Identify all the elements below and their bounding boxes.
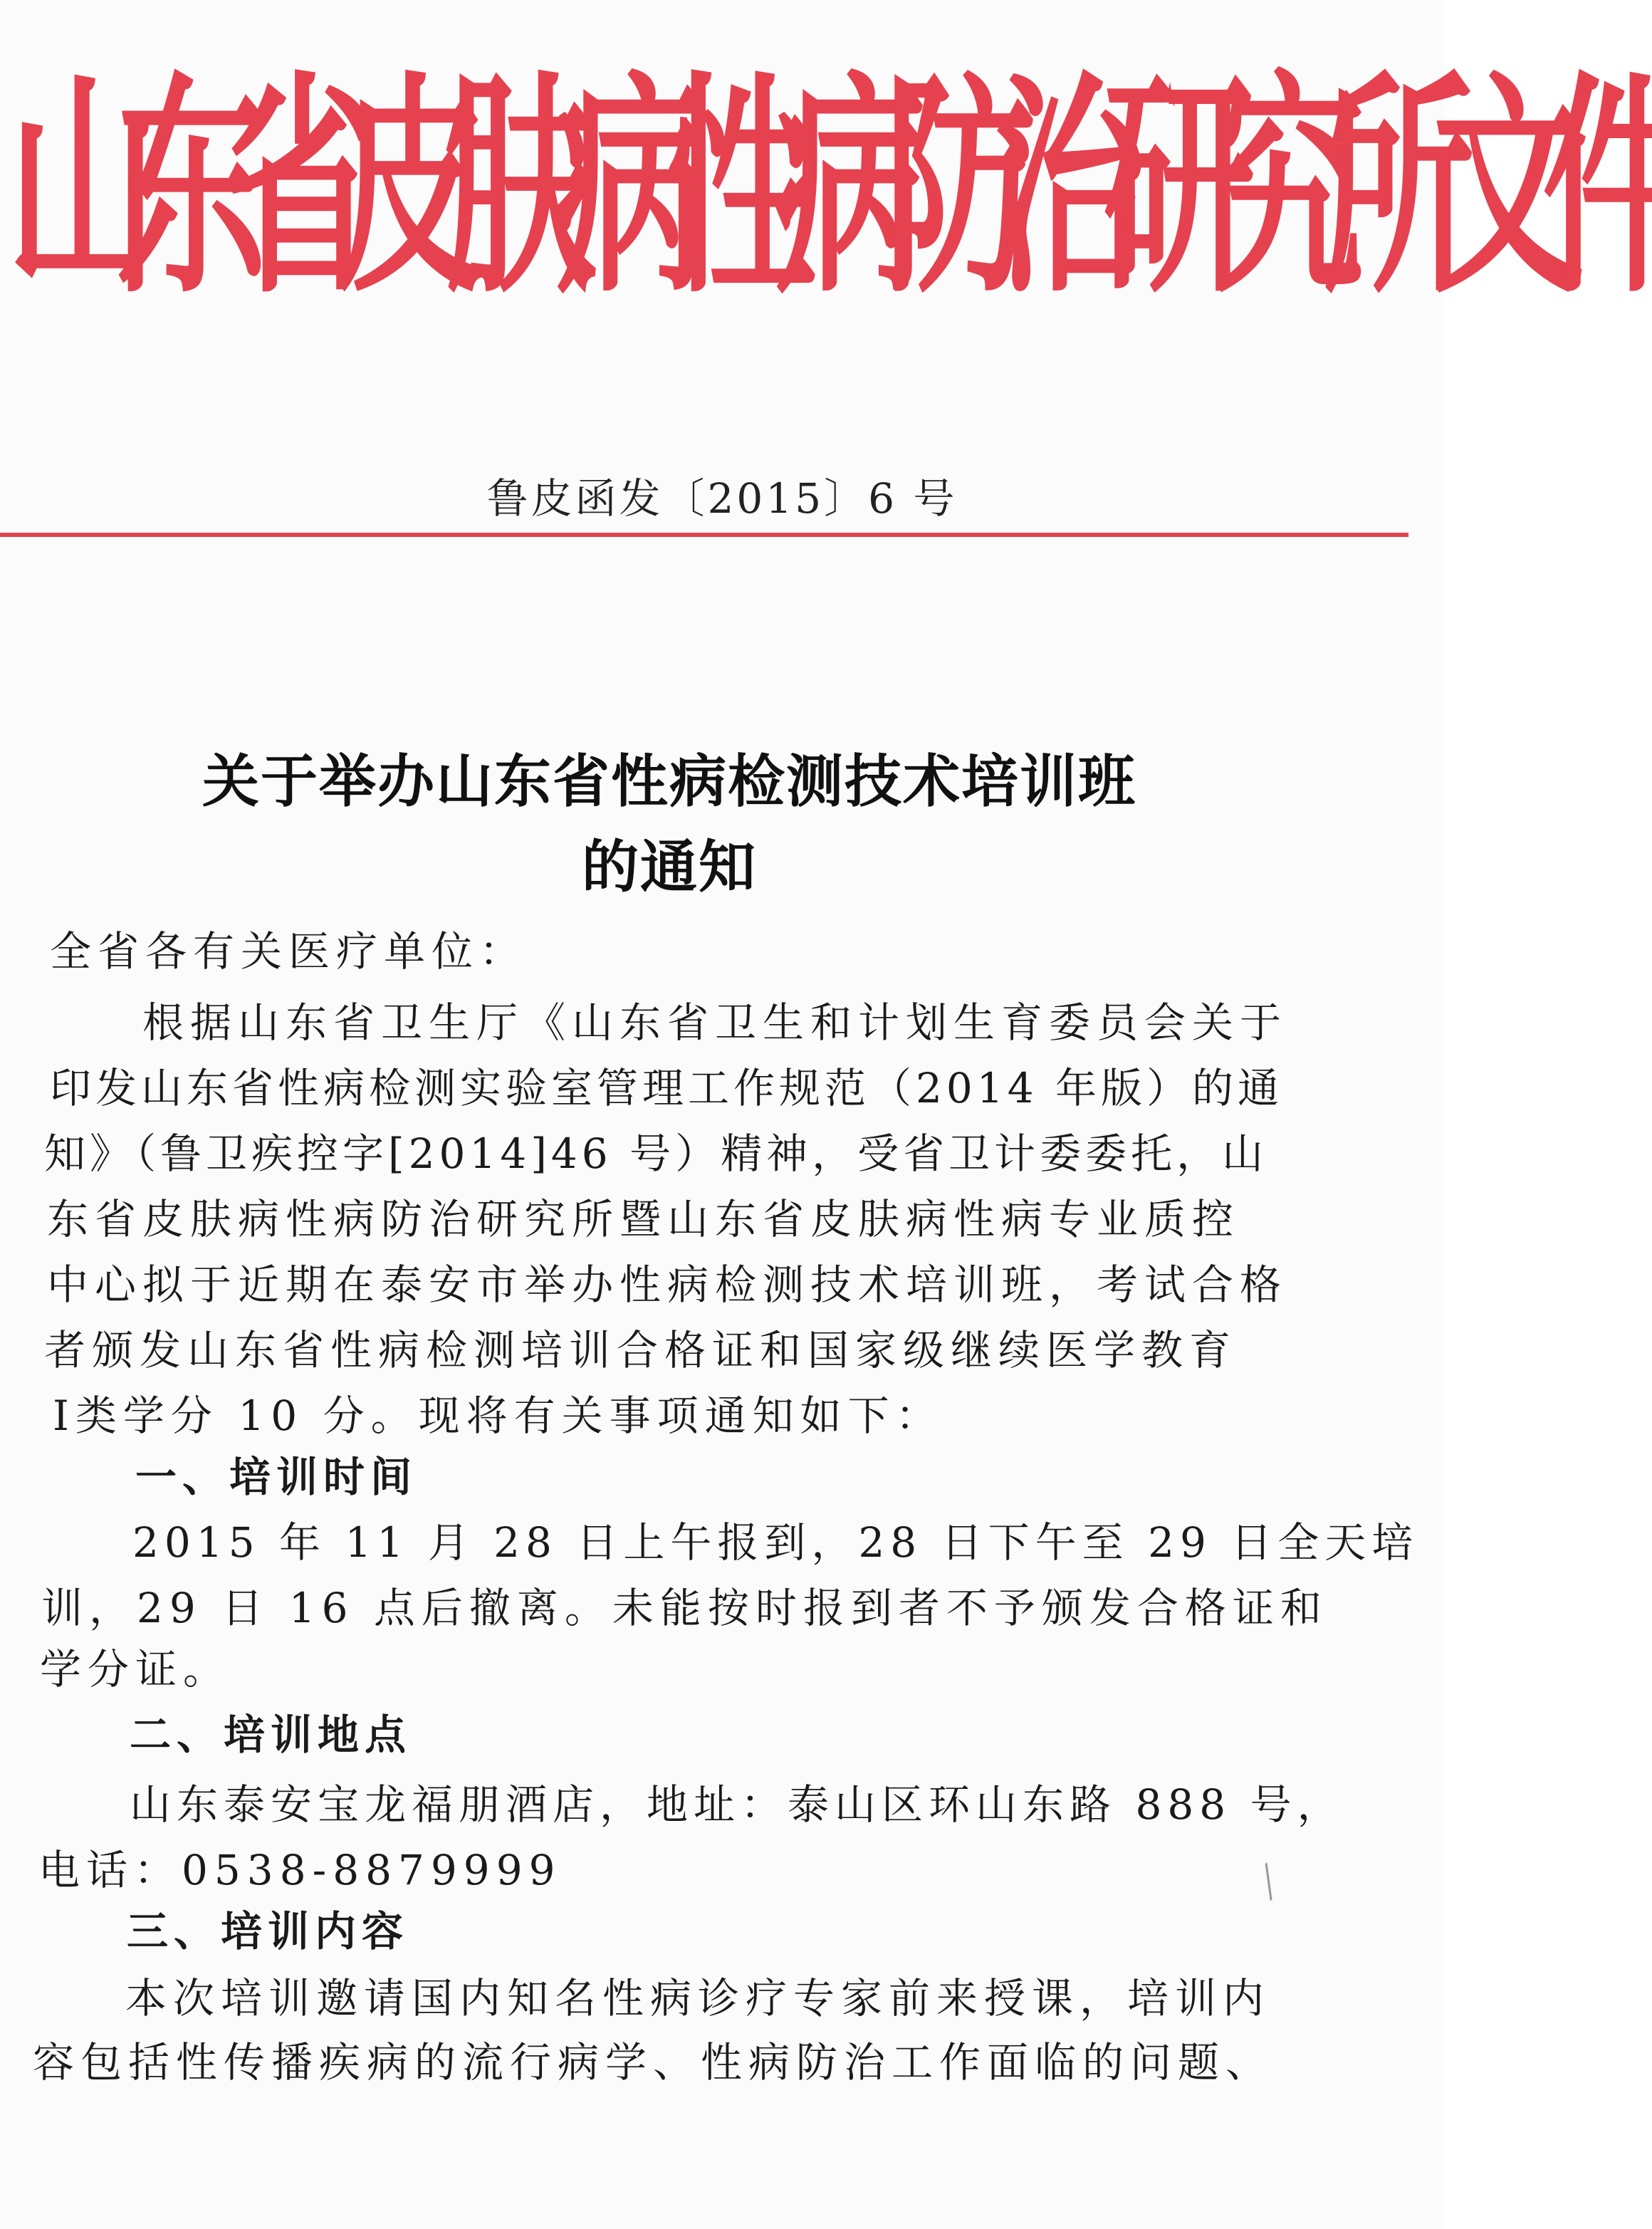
- paragraph-line: 山东泰安宝龙福朋酒店，地址：泰山区环山东路 888 号，: [130, 1780, 1344, 1829]
- section-heading-time: 一、培训时间: [135, 1453, 418, 1501]
- document-number: 鲁皮函发〔2015〕6 号: [486, 474, 958, 523]
- salutation: 全省各有关医疗单位：: [50, 927, 528, 976]
- notice-title-line-1: 关于举办山东省性病检测技术培训班: [202, 748, 1136, 815]
- masthead-title: 山东省皮肤病性病防治研究所文件: [7, 51, 1652, 325]
- paragraph-line: 东省皮肤病性病防治研究所暨山东省皮肤病性病专业质控: [47, 1195, 1240, 1243]
- scan-mark: ╱: [1252, 1864, 1286, 1901]
- paragraph-line: 训，29 日 16 点后撤离。未能按时报到者不予颁发合格证和: [41, 1584, 1328, 1632]
- paragraph-line: 电话：0538-8879999: [38, 1846, 562, 1894]
- paragraph-line: 印发山东省性病检测实验室管理工作规范（2014 年版）的通: [50, 1064, 1284, 1112]
- red-divider-line: [0, 533, 1408, 537]
- paragraph-line: 2015 年 11 月 28 日上午报到，28 日下午至 29 日全天培: [132, 1518, 1419, 1567]
- paragraph-line: 根据山东省卫生厅《山东省卫生和计划生育委员会关于: [142, 998, 1288, 1047]
- notice-title-line-2: 的通知: [582, 834, 757, 900]
- section-heading-content: 三、培训内容: [127, 1907, 409, 1956]
- paragraph-line: 学分证。: [40, 1645, 231, 1693]
- paragraph-line: 中心拟于近期在泰安市举办性病检测技术培训班，考试合格: [47, 1260, 1288, 1309]
- paragraph-line: 容包括性传播疾病的流行病学、性病防治工作面临的问题、: [33, 2038, 1274, 2087]
- paragraph-line: 知》（鲁卫疾控字[2014]46 号）精神，受省卫计委委托，山: [44, 1129, 1268, 1178]
- section-heading-location: 二、培训地点: [130, 1711, 412, 1759]
- paragraph-line: Ⅰ类学分 10 分。现将有关事项通知如下：: [53, 1392, 943, 1440]
- paragraph-line: 本次培训邀请国内知名性病诊疗专家前来授课，培训内: [125, 1974, 1271, 2022]
- paragraph-line: 者颁发山东省性病检测培训合格证和国家级继续医学教育: [44, 1326, 1238, 1374]
